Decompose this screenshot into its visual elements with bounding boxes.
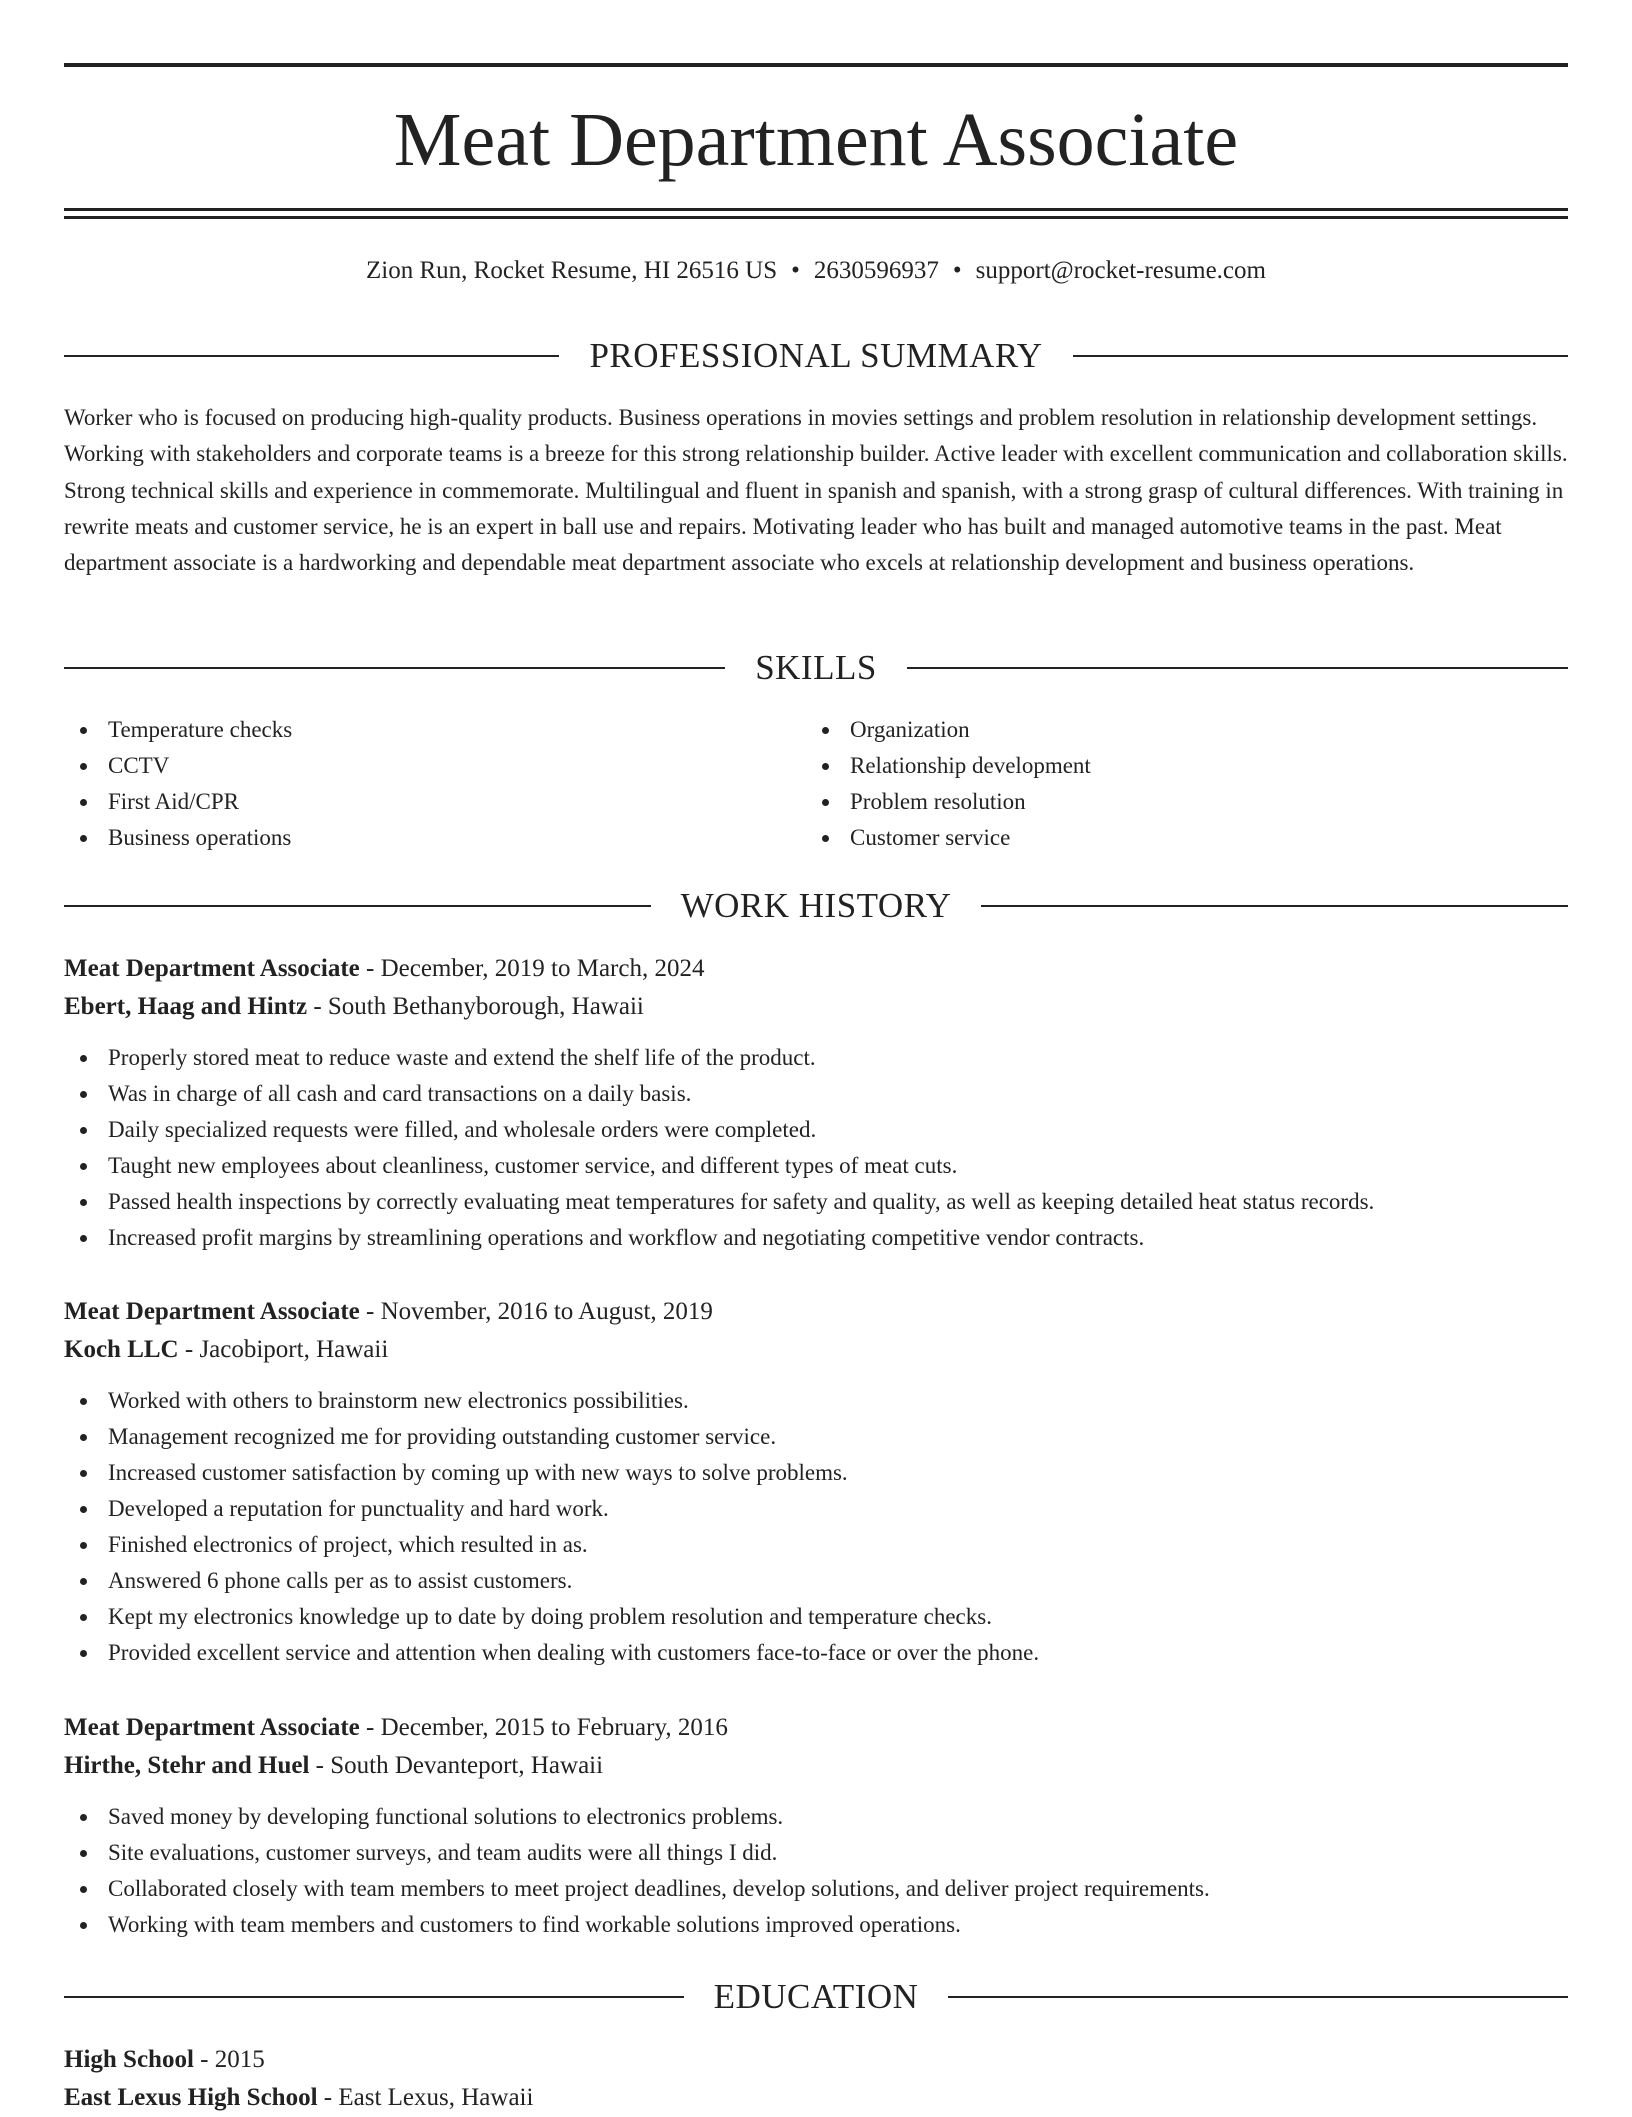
section-heading-education <box>64 1977 1568 2017</box>
job-title: Meat Department Associate <box>64 1298 360 1325</box>
skill-item: Customer service <box>806 820 1506 856</box>
education-degree: High School <box>64 2046 194 2073</box>
contact-separator: • <box>791 257 800 284</box>
job-company: Koch LLC <box>64 1336 179 1363</box>
job-bullet: Properly stored meat to reduce waste and extend the shelf life of the product. <box>64 1040 1568 1076</box>
job-entry: Meat Department Associate - December, 2015 to February, 2016 Hirthe, Stehr and Huel - South Devanteport, Hawaii Saved money by developing functional solutions to electronics problems. Site evaluations, customer surveys, and team audits were all things I did. Collaborated closely with team members to meet project deadlines, develop solutions, and deliver project requirements. Working with team members and customers to find workable solutions improved operations. <box>64 1709 1568 1943</box>
skill-item: Business operations <box>64 820 764 856</box>
job-bullet: Collaborated closely with team members to meet project deadlines, develop solutions, and deliver project requirements. <box>64 1871 1568 1907</box>
job-entry: Meat Department Associate - December, 2019 to March, 2024 Ebert, Haag and Hintz - South Bethanyborough, Hawaii Properly stored meat to reduce waste and extend the shelf life of the product. Was in charge of all cash and card transactions on a daily basis. Daily specialized requests were filled, and wholesale orders were completed. Taught new employees about cleanliness, customer service, and different types of meat cuts. Passed health inspections by correctly evaluating meat temperatures for safety and quality, as well as keeping detailed heat status records. Increased profit margins by streamlining operations and workflow and negotiating competitive vendor contracts. <box>64 950 1568 1256</box>
job-entry: Meat Department Associate - November, 2016 to August, 2019 Koch LLC - Jacobiport, Hawaii Worked with others to brainstorm new electronics possibilities. Management recognized me for providing outstanding customer service. Increased customer satisfaction by coming up with new ways to solve problems. Developed a reputation for punctuality and hard work. Finished electronics of project, which resulted in as. Answered 6 phone calls per as to assist customers. Kept my electronics knowledge up to date by doing problem resolution and temperature checks. Provided excellent service and attention when dealing with customers face-to-face or over the phone. <box>64 1293 1568 1671</box>
contact-separator: • <box>952 257 962 284</box>
job-bullet: Developed a reputation for punctuality and hard work. <box>64 1491 1568 1527</box>
contact-address: Zion Run, Rocket Resume, HI 26516 US <box>366 257 778 284</box>
skill-item: Organization <box>806 712 1506 748</box>
job-bullet: Kept my electronics knowledge up to date by doing problem resolution and temperature checks. <box>64 1599 1568 1635</box>
education-location: East Lexus, Hawaii <box>338 2084 534 2111</box>
skill-item: CCTV <box>64 748 764 784</box>
section-title-skills: SKILLS <box>725 648 907 687</box>
section-heading-work <box>64 886 1568 926</box>
job-dates: November, 2016 to August, 2019 <box>380 1298 713 1325</box>
header-rule-lower <box>64 216 1568 219</box>
section-title-summary: PROFESSIONAL SUMMARY <box>559 336 1072 375</box>
section-heading-summary <box>64 336 1568 376</box>
job-dates: December, 2015 to February, 2016 <box>380 1714 728 1741</box>
job-bullet: Worked with others to brainstorm new electronics possibilities. <box>64 1383 1568 1419</box>
header-top-rule <box>64 63 1568 67</box>
contact-phone: 2630596937 <box>813 257 939 284</box>
skill-item: Relationship development <box>806 748 1506 784</box>
section-title-education: EDUCATION <box>684 1977 949 2016</box>
skill-item: Problem resolution <box>806 784 1506 820</box>
job-title: Meat Department Associate <box>64 1714 360 1741</box>
section-heading-skills <box>64 648 1568 688</box>
education-year: 2015 <box>214 2046 265 2073</box>
skill-item: First Aid/CPR <box>64 784 764 820</box>
section-title-work: WORK HISTORY <box>651 886 982 925</box>
candidate-name: Meat Department Associate <box>393 98 1239 182</box>
job-title: Meat Department Associate <box>64 955 360 982</box>
job-location: Jacobiport, Hawaii <box>199 1336 389 1363</box>
job-bullet: Provided excellent service and attention when dealing with customers face-to-face or over the phone. <box>64 1635 1568 1671</box>
job-location: South Devanteport, Hawaii <box>330 1752 604 1779</box>
job-bullet: Increased customer satisfaction by coming up with new ways to solve problems. <box>64 1455 1568 1491</box>
job-bullet: Finished electronics of project, which resulted in as. <box>64 1527 1568 1563</box>
summary-text: Worker who is focused on producing high-quality products. Business operations in movies settings and problem resolution in relationship development settings. Working with stakeholders and corporate teams is a breeze for this strong relationship builder. Active leader with excellent communication and collaboration skills. Strong technical skills and experience in commemorate. Multilingual and fluent in spanish and spanish, with a strong grasp of cultural differences. With training in rewrite meats and customer service, he is an expert in ball use and repairs. Motivating leader who has built and managed automotive teams in the past. Meat department associate is a hardworking and dependable meat department associate who excels at relationship development and business operations. <box>64 405 1568 576</box>
job-bullet: Passed health inspections by correctly evaluating meat temperatures for safety and quality, as well as keeping detailed heat status records. <box>64 1184 1568 1220</box>
job-bullet: Site evaluations, customer surveys, and team audits were all things I did. <box>64 1835 1568 1871</box>
skills-column-right <box>806 712 1506 856</box>
job-company: Ebert, Haag and Hintz <box>64 993 308 1020</box>
job-bullet: Answered 6 phone calls per as to assist customers. <box>64 1563 1568 1599</box>
job-dates: December, 2019 to March, 2024 <box>380 955 705 982</box>
contact-line <box>64 254 1568 288</box>
job-bullet: Saved money by developing functional solutions to electronics problems. <box>64 1799 1568 1835</box>
skills-column-left <box>64 712 764 856</box>
job-location: South Bethanyborough, Hawaii <box>327 993 644 1020</box>
education-entry: High School - 2015 East Lexus High School - East Lexus, Hawaii <box>64 2046 534 2111</box>
job-bullet: Increased profit margins by streamlining operations and workflow and negotiating competitive vendor contracts. <box>64 1220 1568 1256</box>
skill-item: Temperature checks <box>64 712 764 748</box>
job-bullet: Was in charge of all cash and card transactions on a daily basis. <box>64 1076 1568 1112</box>
job-bullet: Daily specialized requests were filled, and wholesale orders were completed. <box>64 1112 1568 1148</box>
education-school: East Lexus High School <box>64 2084 318 2111</box>
job-bullet: Taught new employees about cleanliness, customer service, and different types of meat cuts. <box>64 1148 1568 1184</box>
header-rule-upper <box>64 208 1568 211</box>
job-bullet: Working with team members and customers to find workable solutions improved operations. <box>64 1907 1568 1943</box>
job-bullet: Management recognized me for providing outstanding customer service. <box>64 1419 1568 1455</box>
contact-email: support@rocket-resume.com <box>975 257 1266 284</box>
job-company: Hirthe, Stehr and Huel <box>64 1752 310 1779</box>
